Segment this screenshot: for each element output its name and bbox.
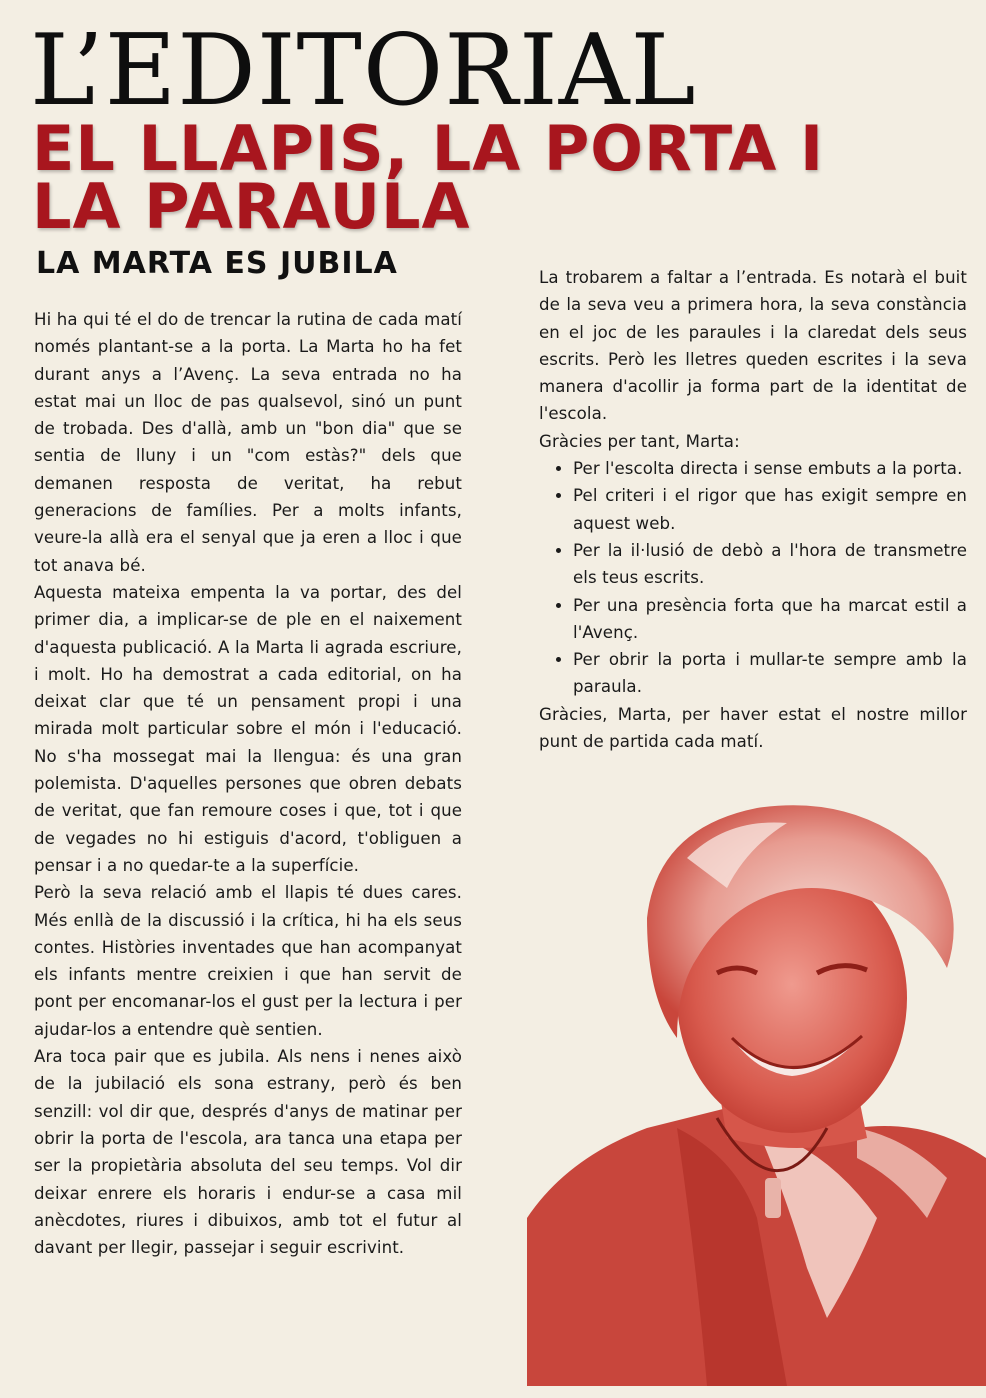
right-column xyxy=(539,264,967,755)
paragraph: Però la seva relació amb el llapis té dues cares. Més enllà de la discussió i la crítica, hi ha els seus contes. Històries inventades que han acompanyat els infants mentre creixien i que han servit de pont per encomanar-los el gust per la lectura i per ajudar-los a entendre què sentien. xyxy=(34,883,462,1039)
thanks-list xyxy=(539,455,967,701)
paragraph: Aquesta mateixa empenta la va portar, des del primer dia, a implicar-se de ple en el naixement d'aquesta publicació. A la Marta li agrada escriure, i molt. Ho ha demostrat a cada editorial, on ha deixat clar que té un pensament propi i una mirada molt particular sobre el món i l'educació. No s'ha mossegat mai la llengua: és una gran polemista. D'aquelles persones que obren debats de veritat, que fan remoure coses i que, tot i que de vegades no hi estiguis d'acord, t'obliguen a pensar i a no quedar-te a la superfície. xyxy=(34,582,462,875)
left-column xyxy=(34,306,462,1261)
section-kicker: L’EDITORIAL xyxy=(30,14,697,128)
paragraph: Ara toca pair que es jubila. Als nens i nenes això de la jubilació els sona estrany, però és ben senzill: vol dir que, després d'anys de matinar per obrir la porta de l'escola, ara tanca una etapa per ser la propietària absoluta del seu temps. Vol dir deixar enrere els horaris i endur-se a casa mil anècdotes, riures i dibuixos, amb tot el futur al davant per llegir, passejar i seguir escrivint. xyxy=(34,1047,462,1258)
list-item: • Per l'escolta directa i sense embuts a la porta. xyxy=(573,455,967,482)
list-item: • Per una presència forta que ha marcat estil a l'Avenç. xyxy=(573,592,967,647)
list-item: • Per la il·lusió de debò a l'hora de transmetre els teus escrits. xyxy=(573,537,967,592)
paragraph: Hi ha qui té el do de trencar la rutina de cada matí només plantant-se a la porta. La Marta ho ha fet durant anys a l’Avenç. La seva entrada no ha estat mai un lloc de pas qualsevol, sinó un punt de trobada. Des d'allà, amb un "bon dia" que se sentia de lluny i un "com estàs?" dels que demanen resposta de veritat, ha rebut generacions de famílies. Per a molts infants, veure-la allà era el senyal que ja eren a lloc i que tot anava bé. xyxy=(34,310,462,575)
portrait-photo xyxy=(527,798,986,1386)
thanks-lead: Gràcies per tant, Marta: xyxy=(539,431,740,451)
paragraph: La trobarem a faltar a l’entrada. Es notarà el buit de la seva veu a primera hora, la seva constància en el joc de les paraules i la claredat dels seus escrits. Però les lletres queden escrites i la seva manera d'acollir ja forma part de la identitat de l'escola. xyxy=(539,268,967,424)
article-headline: EL LLAPIS, LA PORTA I LA PARAULA xyxy=(32,112,825,243)
closing-paragraph: Gràcies, Marta, per haver estat el nostre millor punt de partida cada matí. xyxy=(539,704,967,752)
list-item: • Pel criteri i el rigor que has exigit sempre en aquest web. xyxy=(573,482,967,537)
article-subhead: LA MARTA ES JUBILA xyxy=(36,246,398,281)
list-item: • Per obrir la porta i mullar-te sempre amb la paraula. xyxy=(573,646,967,701)
